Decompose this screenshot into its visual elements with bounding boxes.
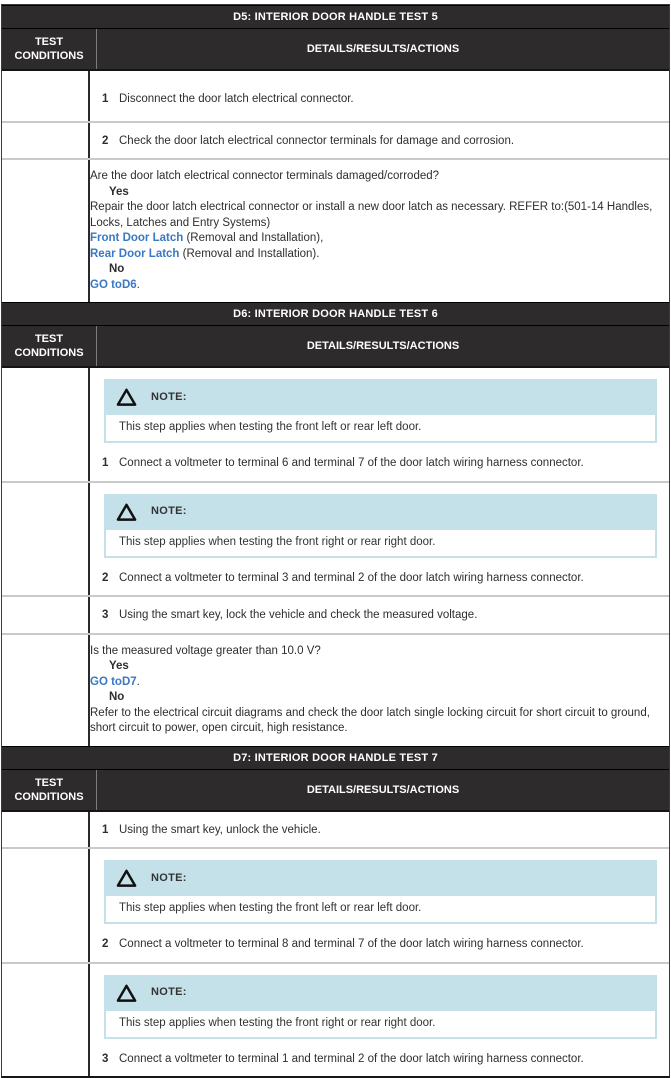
rear-door-latch-line [90,247,659,263]
column-header-test-conditions: TEST CONDITIONS [2,29,97,69]
go-to-d7-link[interactable]: GO toD7 [90,675,137,688]
section-title: D6: INTERIOR DOOR HANDLE TEST 6 [2,302,669,326]
column-header-details: DETAILS/RESULTS/ACTIONS [306,783,460,796]
yes-action-text: Repair the door latch electrical connector or install a new door latch as necessary. REFER to:(501-14 Handles, Locks, Latches and Entry Systems) [90,201,653,229]
step-text: Connect a voltmeter to terminal 3 and terminal 2 of the door latch wiring harness connector. [119,571,584,584]
step-line [102,571,659,587]
note-triangle-icon [115,868,138,889]
go-to-d7-line [90,675,659,691]
step-text: Using the smart key, lock the vehicle and check the measured voltage. [119,609,478,621]
test-conditions-cell [2,160,90,302]
result-row [2,635,669,746]
test-conditions-cell [2,964,90,1077]
yes-label: Yes [109,185,129,198]
step-line [102,134,659,150]
test-conditions-cell [2,849,90,962]
section-d5 [2,5,669,302]
go-to-d7-suffix: . [136,675,140,688]
note-step-row [2,483,669,598]
step-text: Disconnect the door latch electrical connector. [119,93,354,105]
note-header [104,379,657,415]
column-header-details: DETAILS/RESULTS/ACTIONS [306,43,460,55]
front-door-latch-line [90,231,659,247]
step-number: 1 [102,93,109,105]
note-text: This step applies when testing the front right or rear right door. [104,530,657,558]
note-triangle-icon [115,983,138,1004]
pinpoint-test-document [1,4,670,1078]
step-line [102,92,659,108]
column-header-test-conditions: TEST CONDITIONS [2,326,97,366]
test-conditions-cell [2,597,90,633]
no-label: No [109,691,125,703]
step-row [2,123,669,161]
step-number: 2 [102,571,109,584]
note-label: NOTE: [151,986,187,999]
note-step-row [2,964,669,1077]
step-line [102,937,659,953]
note-triangle-icon [115,387,138,408]
step-line [102,456,659,472]
note-label: NOTE: [151,505,187,518]
step-text: Connect a voltmeter to terminal 1 and terminal 2 of the door latch wiring harness connector. [119,1052,584,1065]
note-label: NOTE: [151,390,187,403]
step-number: 1 [102,823,109,836]
step-row [2,597,669,635]
go-to-d6-suffix: . [136,278,140,291]
question-text: Is the measured voltage greater than 10.0 V? [90,644,321,657]
test-conditions-cell [2,483,90,596]
test-conditions-cell [2,812,90,848]
column-header-row [2,326,669,368]
step-number: 3 [102,609,109,621]
note-header [104,975,657,1011]
section-title: D5: INTERIOR DOOR HANDLE TEST 5 [2,5,669,29]
step-number: 1 [102,457,109,469]
note-step-row [2,849,669,964]
no-label: No [109,263,125,275]
question-text: Are the door latch electrical connector terminals damaged/corroded? [90,170,440,182]
rear-door-latch-link[interactable]: Rear Door Latch [90,247,180,260]
note-box [104,494,657,558]
step-text: Check the door latch electrical connector terminals for damage and corrosion. [119,134,515,147]
note-header [104,860,657,896]
test-conditions-cell [2,368,90,481]
test-conditions-cell [2,71,90,121]
section-title: D7: INTERIOR DOOR HANDLE TEST 7 [2,746,669,770]
step-row [2,71,669,123]
front-door-latch-link[interactable]: Front Door Latch [90,232,184,244]
note-box [104,860,657,924]
step-row [2,812,669,850]
note-text: This step applies when testing the front right or rear right door. [104,1011,657,1039]
section-d6 [2,302,669,746]
front-door-latch-suffix: (Removal and Installation), [183,232,324,244]
section-d7 [2,746,669,1077]
step-line [102,823,659,839]
column-header-details: DETAILS/RESULTS/ACTIONS [306,340,460,352]
note-box [104,379,657,443]
note-text: This step applies when testing the front left or rear left door. [104,415,657,443]
step-text: Using the smart key, unlock the vehicle. [119,823,321,836]
step-line [102,1052,659,1068]
note-header [104,494,657,530]
rear-door-latch-suffix: (Removal and Installation). [179,247,320,260]
go-to-d6-link[interactable]: GO toD6 [90,278,137,291]
column-header-row [2,770,669,812]
result-row [2,160,669,302]
go-to-d6-line [90,278,659,294]
no-action-text: Refer to the electrical circuit diagrams and check the door latch single locking circuit for short circuit to ground, short circuit to power, open circuit, high resistance. [90,706,650,734]
yes-label: Yes [109,660,129,672]
step-number: 2 [102,134,109,147]
step-text: Connect a voltmeter to terminal 8 and terminal 7 of the door latch wiring harness connector. [119,938,584,950]
note-step-row [2,368,669,483]
step-number: 3 [102,1052,109,1065]
column-header-row [2,29,669,71]
note-text: This step applies when testing the front left or rear left door. [104,896,657,924]
test-conditions-cell [2,635,90,746]
note-label: NOTE: [151,871,187,884]
step-line [102,608,659,624]
test-conditions-cell [2,123,90,159]
column-header-test-conditions: TEST CONDITIONS [2,770,97,810]
step-number: 2 [102,938,109,950]
note-triangle-icon [115,502,138,523]
step-text: Connect a voltmeter to terminal 6 and terminal 7 of the door latch wiring harness connector. [119,457,584,469]
